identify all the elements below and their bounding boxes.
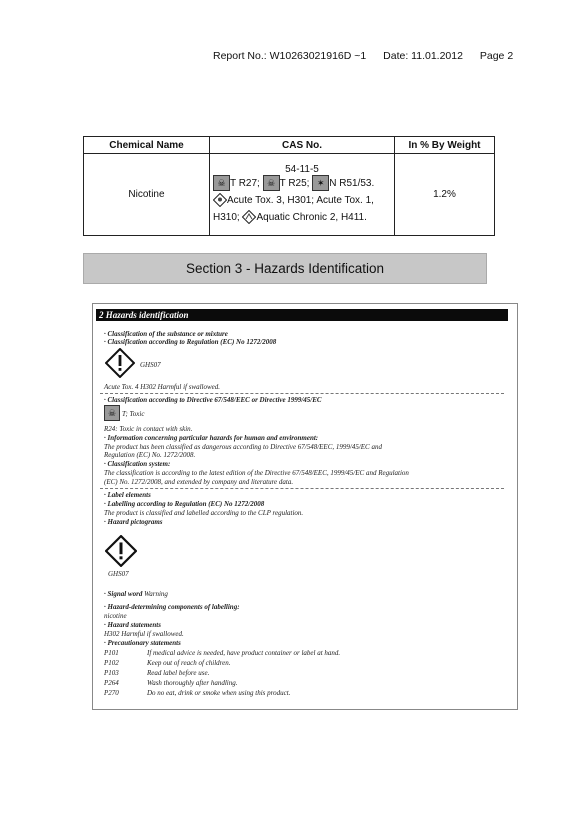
risk-t-r25: T R25; bbox=[279, 177, 310, 189]
sds-line: The classification is according to the latest edition of the Directive 67/548/EEC, 1999/45/EC and Regulation bbox=[104, 469, 409, 477]
page-number: Page 2 bbox=[479, 50, 514, 62]
sds-line: Acute Tox. 4 H302 Harmful if swallowed. bbox=[104, 383, 221, 391]
toxic-skull-icon: ☠ bbox=[263, 175, 280, 191]
composition-table bbox=[83, 136, 495, 236]
precaution-text: Wash thoroughly after handling. bbox=[147, 679, 238, 687]
percent-cell: 1.2% bbox=[395, 154, 495, 236]
sds-line: · Hazard pictograms bbox=[104, 518, 163, 526]
ghs-environment-diamond-icon bbox=[242, 210, 256, 224]
sds-line: · Label elements bbox=[104, 491, 151, 499]
section-title: Section 3 - Hazards Identification bbox=[83, 253, 487, 284]
h310: H310; bbox=[213, 211, 240, 223]
precaution-code: P103 bbox=[104, 669, 119, 677]
signal-word-label: · Signal word bbox=[104, 590, 143, 598]
precaution-text: If medical advice is needed, have product container or label at hand. bbox=[147, 649, 341, 657]
precaution-code: P102 bbox=[104, 659, 119, 667]
sds-line: H302 Harmful if swallowed. bbox=[104, 630, 184, 638]
ghs07-label: GHS07 bbox=[140, 361, 161, 369]
sds-line: · Classification system: bbox=[104, 460, 171, 468]
sds-line: The product is classified and labelled according to the CLP regulation. bbox=[104, 509, 304, 517]
sds-line: T; Toxic bbox=[122, 410, 145, 418]
sds-line: · Labelling according to Regulation (EC) No 1272/2008 bbox=[104, 500, 265, 508]
risk-t-r27: T R27; bbox=[230, 177, 260, 189]
precaution-text: Keep out of reach of children. bbox=[147, 659, 231, 667]
ghs07-exclamation-icon bbox=[105, 348, 135, 378]
report-header bbox=[213, 50, 527, 62]
sds-line: · Hazard-determining components of labelling: bbox=[104, 603, 240, 611]
report-date: Date: 11.01.2012 bbox=[383, 50, 463, 62]
cas-cell bbox=[210, 154, 395, 236]
table-header-row bbox=[84, 137, 495, 154]
sds-line: Regulation (EC) No. 1272/2008. bbox=[104, 451, 196, 459]
chemical-name-cell: Nicotine bbox=[84, 154, 210, 236]
sds-line: The product has been classified as dangerous according to Directive 67/548/EEC, 1999/45/EC and bbox=[104, 443, 382, 451]
col-percent: In % By Weight bbox=[395, 137, 495, 154]
sds-line: · Classification according to Directive 67/548/EEC or Directive 1999/45/EC bbox=[104, 396, 322, 404]
sds-line: · Hazard statements bbox=[104, 621, 161, 629]
sds-line: · Classification of the substance or mixture bbox=[104, 330, 228, 338]
signal-word-value: Warning bbox=[144, 590, 168, 598]
precaution-code: P270 bbox=[104, 689, 119, 697]
col-chemical-name: Chemical Name bbox=[84, 137, 210, 154]
sds-line: · Classification according to Regulation (EC) No 1272/2008 bbox=[104, 338, 277, 346]
col-cas-no: CAS No. bbox=[210, 137, 395, 154]
precaution-code: P101 bbox=[104, 649, 119, 657]
risk-n-r51: N R51/53. bbox=[329, 177, 375, 189]
toxic-skull-icon: ☠ bbox=[104, 405, 120, 421]
toxic-skull-icon: ☠ bbox=[213, 175, 230, 191]
sds-line: · Information concerning particular hazards for human and environment: bbox=[104, 434, 319, 442]
environment-icon: ✶ bbox=[312, 175, 329, 191]
signal-word-line bbox=[104, 590, 168, 598]
ghs07-exclamation-icon bbox=[105, 535, 137, 567]
ghs-skull-diamond-icon bbox=[213, 193, 227, 207]
sds-line: nicotine bbox=[104, 612, 127, 620]
precaution-text: Read label before use. bbox=[147, 669, 210, 677]
cas-number: 54-11-5 bbox=[285, 163, 319, 175]
table-row bbox=[84, 154, 495, 236]
sds-line: · Precautionary statements bbox=[104, 639, 181, 647]
aquatic-chronic: Aquatic Chronic 2, H411. bbox=[256, 211, 367, 223]
sds-line: R24: Toxic in contact with skin. bbox=[104, 425, 193, 433]
ghs07-label: GHS07 bbox=[108, 570, 129, 578]
precaution-text: Do no eat, drink or smoke when using this product. bbox=[147, 689, 291, 697]
precaution-code: P264 bbox=[104, 679, 119, 687]
sds-heading: 2 Hazards identification bbox=[96, 309, 508, 321]
divider bbox=[100, 488, 504, 489]
sds-line: (EC) No. 1272/2008, and extended by company and literature data. bbox=[104, 478, 294, 486]
report-number: Report No.: W10263021916D ~1 bbox=[213, 50, 367, 62]
divider bbox=[100, 393, 504, 394]
acute-tox-3: Acute Tox. 3, H301; Acute Tox. 1, bbox=[227, 194, 374, 206]
